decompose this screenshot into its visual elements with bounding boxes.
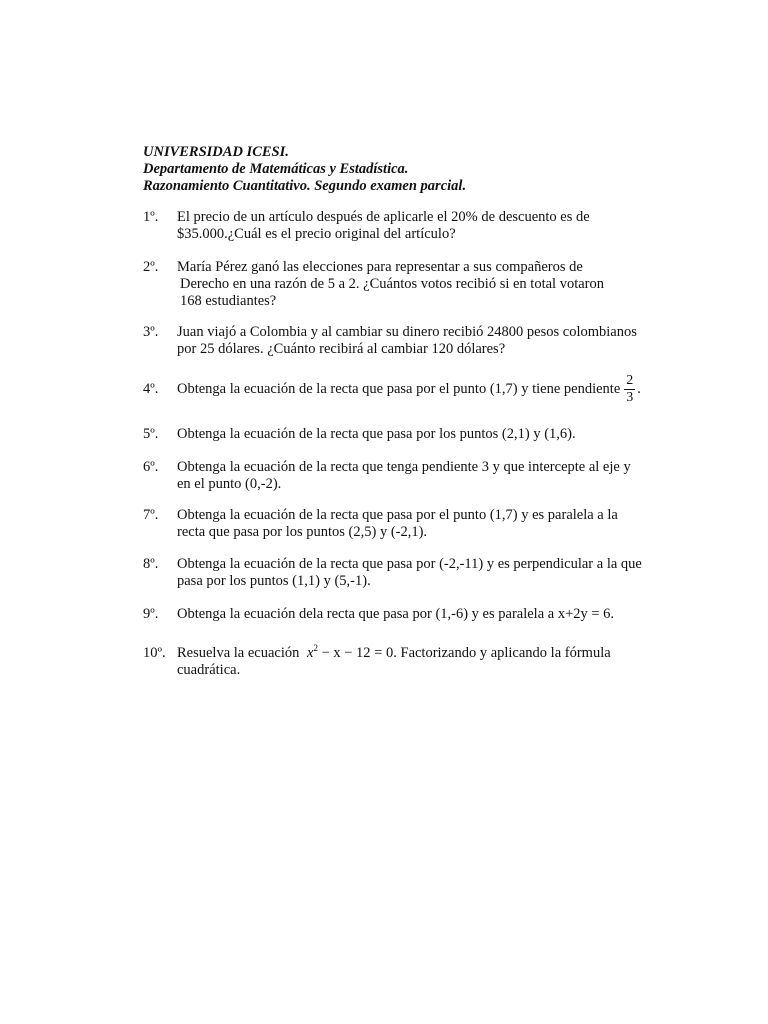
- question-number: 9º.: [143, 606, 159, 622]
- question-number: 5º.: [143, 426, 159, 442]
- question-text-line2: Derecho en una razón de 5 a 2. ¿Cuántos votos recibió si en total votaron: [180, 276, 604, 292]
- question-number: 10º.: [143, 645, 166, 661]
- question-number: 3º.: [143, 324, 159, 340]
- equation-rest: − x − 12 = 0: [317, 645, 394, 661]
- question-number: 6º.: [143, 459, 159, 475]
- question-text-line1: Obtenga la ecuación de la recta que tenga pendiente 3 y que intercepte al eje y: [177, 459, 631, 475]
- question-text-line1: Obtenga la ecuación de la recta que pasa por (-2,-11) y es perpendicular a la que: [177, 556, 642, 572]
- question-text-line2: en el punto (0,-2).: [177, 476, 282, 492]
- question-8: [143, 556, 642, 590]
- slope-fraction: [624, 373, 635, 406]
- question-2: [143, 259, 604, 310]
- question-9: [143, 606, 614, 623]
- question-10: [143, 640, 611, 679]
- question-tail: .: [637, 381, 641, 397]
- question-text-line2: recta que pasa por los puntos (2,5) y (-2,1).: [177, 524, 428, 540]
- question-text-line1: Obtenga la ecuación dela recta que pasa por (1,-6) y es paralela a x+2y = 6.: [177, 606, 615, 622]
- equation-exponent: 2: [313, 643, 318, 653]
- question-text-line1: María Pérez ganó las elecciones para representar a sus compañeros de: [177, 259, 583, 275]
- question-text-line2: por 25 dólares. ¿Cuánto recibirá al cambiar 120 dólares?: [177, 341, 506, 357]
- fraction-numerator: 2: [626, 373, 634, 388]
- question-7: [143, 507, 618, 541]
- question-text-line1: Juan viajó a Colombia y al cambiar su dinero recibió 24800 pesos colombianos: [177, 324, 637, 340]
- department-name: Departamento de Matemáticas y Estadística.: [143, 161, 409, 177]
- equation-variable: x: [307, 645, 314, 661]
- question-text-line2: $35.000.¿Cuál es el precio original del artículo?: [177, 226, 456, 242]
- question-text-line1: Obtenga la ecuación de la recta que pasa por los puntos (2,1) y (1,6).: [177, 426, 576, 442]
- question-number: 2º.: [143, 259, 159, 275]
- question-text-line1a: Resuelva la ecuación: [177, 645, 300, 661]
- question-text-line1b: . Factorizando y aplicando la fórmula: [393, 645, 611, 661]
- question-text-line2: pasa por los puntos (1,1) y (5,-1).: [177, 573, 371, 589]
- exam-header: [143, 144, 466, 195]
- question-number: 7º.: [143, 507, 159, 523]
- fraction-denominator: 3: [626, 390, 634, 405]
- question-number: 1º.: [143, 209, 159, 225]
- question-5: [143, 426, 576, 443]
- question-3: [143, 324, 637, 358]
- question-4: [143, 373, 641, 406]
- question-text-line2: cuadrática.: [177, 662, 241, 678]
- question-text-line1: El precio de un artículo después de aplicarle el 20% de descuento es de: [177, 209, 590, 225]
- question-text-line1: Obtenga la ecuación de la recta que pasa por el punto (1,7) y tiene pendiente: [177, 381, 621, 397]
- question-number: 8º.: [143, 556, 159, 572]
- exam-title: Razonamiento Cuantitativo. Segundo examen parcial.: [143, 178, 467, 194]
- question-1: [143, 209, 590, 243]
- university-name: UNIVERSIDAD ICESI.: [143, 144, 289, 160]
- question-text-line1: Obtenga la ecuación de la recta que pasa por el punto (1,7) y es paralela a la: [177, 507, 618, 523]
- question-number: 4º.: [143, 381, 159, 397]
- question-6: [143, 459, 631, 493]
- question-text-line3: 168 estudiantes?: [180, 293, 277, 309]
